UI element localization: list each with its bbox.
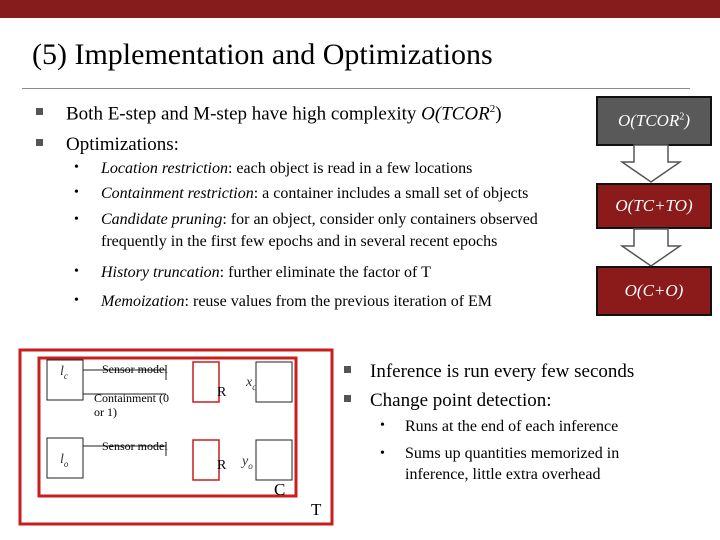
opt-text: History truncation: further eliminate the factor of T	[101, 264, 431, 281]
bullet-dot-icon: •	[74, 160, 79, 175]
complexity-text: O(C+O)	[624, 281, 684, 300]
bullet-dot-icon: •	[74, 185, 79, 200]
opt-text: Location restriction: each object is read in a few locations	[101, 160, 473, 177]
r-label-bottom: R	[217, 458, 227, 473]
bullet-text: Change point detection:	[370, 390, 552, 411]
sub-text: Runs at the end of each inference	[405, 418, 619, 435]
bullet-text: Both E-step and M-step have high complexity O(TCOR$^2$)	[66, 103, 502, 125]
plate-t-label: T	[311, 500, 322, 519]
bullet-dot-icon: •	[74, 293, 79, 308]
opt-text: Memoization: reuse values from the previous iteration of EM	[101, 293, 493, 310]
bullet-dot-icon: •	[74, 212, 79, 227]
var-lo: $l_o$	[60, 452, 69, 469]
containment-label: Containment (0 or 1)	[94, 391, 169, 419]
complexity-text: O(TC+TO)	[615, 196, 693, 215]
complexity-box-final	[596, 266, 712, 316]
r-label-top: R	[217, 385, 227, 400]
sensor-model-label-bottom: Sensor model	[102, 439, 168, 453]
sub-text: Sums up quantities memorized in inference, little extra overhead	[405, 445, 620, 483]
top-bar	[0, 0, 720, 18]
bullet-dot-icon: •	[380, 446, 385, 461]
bullet-dot-icon: •	[74, 264, 79, 279]
sensor-model-label-top: Sensor model	[102, 362, 168, 376]
complexity-box-original	[596, 96, 712, 146]
bullet-square-icon	[36, 108, 43, 115]
bullet-text: Inference is run every few seconds	[370, 361, 635, 382]
r-box-bottom	[193, 440, 219, 480]
bullet-square-icon	[36, 139, 43, 146]
r-box-top	[193, 362, 219, 402]
down-arrow-icon	[620, 228, 682, 268]
var-lc: $l_c$	[60, 364, 68, 381]
node-xc	[256, 362, 292, 402]
complexity-box-reduced	[596, 183, 712, 229]
plate-c-label: C	[274, 480, 286, 499]
var-yo: $y_o$	[242, 454, 253, 471]
node-yo	[256, 440, 292, 480]
down-arrow-icon	[620, 144, 682, 184]
bullet-square-icon	[344, 366, 351, 373]
complexity-text: O(TCOR$^2$)	[617, 111, 691, 130]
slide-title: (5) Implementation and Optimizations	[32, 38, 493, 71]
opt-text: Candidate pruning: for an object, consider only containers observed frequently in the first few epochs and in several recent epochs	[101, 211, 538, 250]
bullet-text: Optimizations:	[66, 134, 179, 155]
opt-text: Containment restriction: a container includes a small set of objects	[101, 185, 529, 202]
var-xc: $x_c$	[246, 375, 257, 392]
bullet-square-icon	[344, 395, 351, 402]
bullet-dot-icon: •	[380, 418, 385, 433]
title-divider	[22, 88, 690, 89]
